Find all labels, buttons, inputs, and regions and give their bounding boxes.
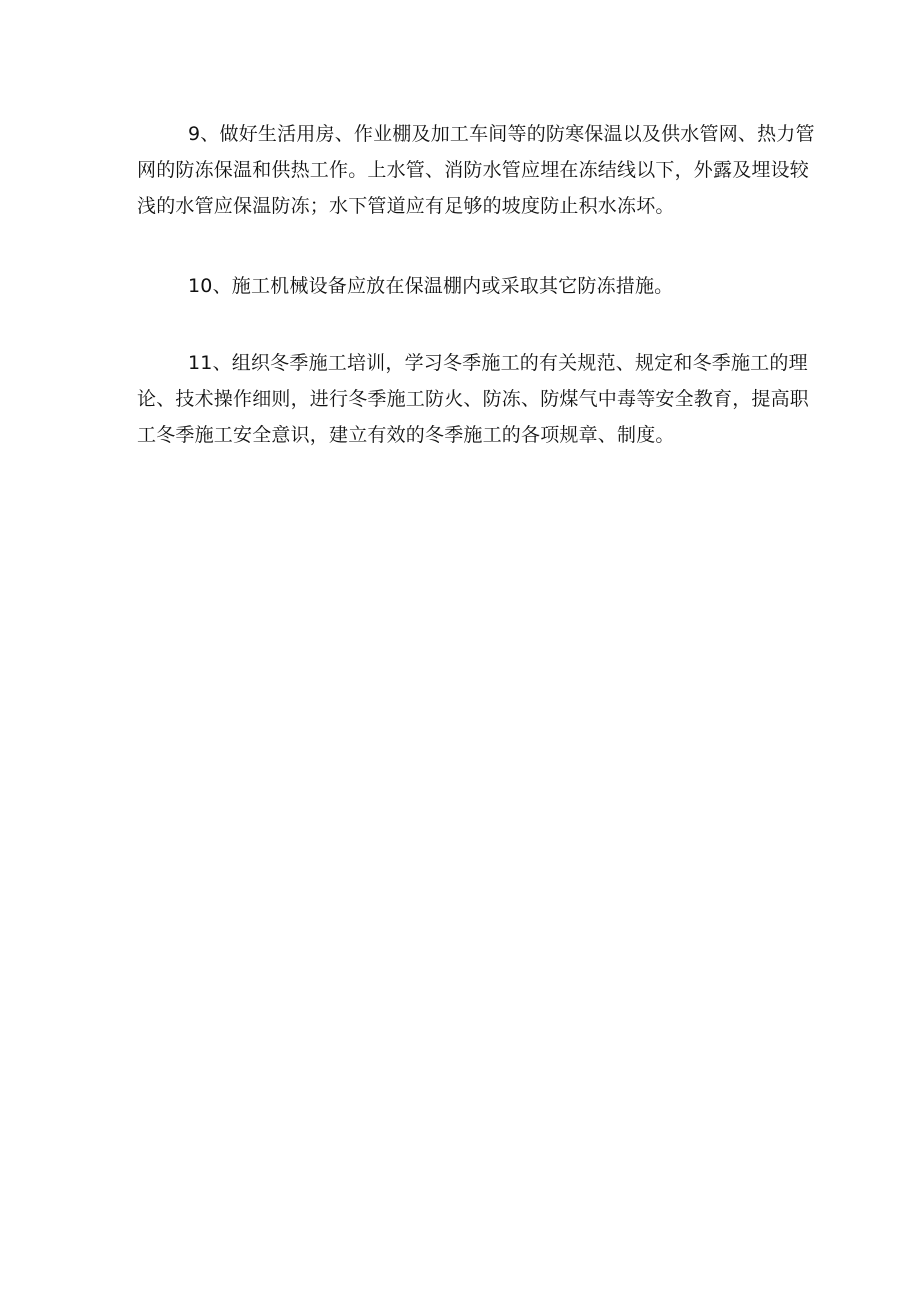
paragraph-item-11 (137, 345, 837, 453)
paragraph-item-9 (137, 116, 837, 224)
paragraph-line: 论、技术操作细则，进行冬季施工防火、防冻、防煤气中毒等安全教育，提高职 (137, 388, 810, 410)
paragraph-item-10 (137, 268, 837, 304)
paragraph-line: 工冬季施工安全意识，建立有效的冬季施工的各项规章、制度。 (137, 424, 675, 446)
paragraph-line: 网的防冻保温和供热工作。上水管、消防水管应埋在冻结线以下，外露及埋设较 (137, 159, 810, 181)
paragraph-line: 11、组织冬季施工培训，学习冬季施工的有关规范、规定和冬季施工的理 (188, 352, 808, 374)
paragraph-line: 10、施工机械设备应放在保温棚内或采取其它防冻措施。 (188, 275, 674, 297)
paragraph-line: 9、做好生活用房、作业棚及加工车间等的防寒保温以及供水管网、热力管 (188, 123, 815, 145)
paragraph-line: 浅的水管应保温防冻；水下管道应有足够的坡度防止积水冻坏。 (137, 195, 675, 217)
